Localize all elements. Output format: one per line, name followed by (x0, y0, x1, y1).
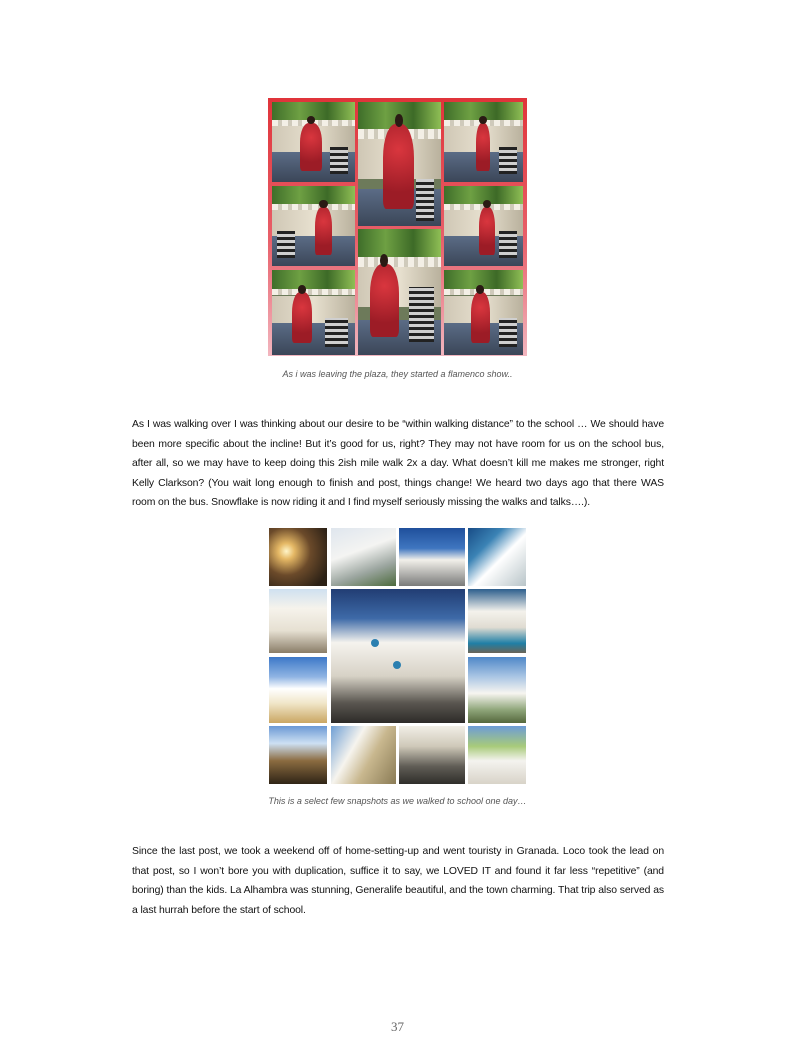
collage-photo (272, 270, 355, 355)
collage-photo (444, 270, 523, 355)
collage-photo (444, 102, 523, 182)
body-paragraph: Since the last post, we took a weekend off of home-setting-up and went touristy in Granada. Loco took the lead on that post, so I won’t bore you with duplication, suffice it to say, we LOVED IT and found it far less “repetitive” (and boring) than the kids. La Alhambra was stunning, Generalife beautiful, and the town charming. That trip also served as a last hurrah before the start of school. (132, 846, 664, 916)
collage-photo (272, 102, 355, 182)
collage-photo (468, 528, 526, 586)
page-number: 37 (391, 1019, 404, 1034)
collage-photo (272, 186, 355, 266)
collage-photo (399, 726, 465, 784)
collage-photo (331, 726, 396, 784)
collage-photo (269, 657, 327, 723)
collage-photo (331, 589, 465, 723)
collage-photo (269, 726, 327, 784)
collage-photo (331, 528, 396, 586)
collage-photo (358, 102, 441, 226)
collage-photo (468, 726, 526, 784)
collage-photo (269, 589, 327, 653)
figure-caption: As i was leaving the plaza, they started a flamenco show.. (282, 369, 513, 379)
flamenco-photo-collage (268, 98, 527, 356)
collage-photo (269, 528, 327, 586)
body-paragraph: As I was walking over I was thinking about our desire to be “within walking distance” to the school … We should have been more specific about the incline! But it’s good for us, right? They may not have room for us on the school bus, after all, so we may have to keep doing this 2ish mile walk 2x a day. What doesn’t kill me makes me stronger, right Kelly Clarkson? (You wait long enough to finish and post, things change! We heard two days ago that there WAS room on the bus. Snowflake is now riding it and I find myself seriously missing the walks and talks….). (132, 419, 664, 509)
collage-photo (468, 589, 526, 653)
figure-caption: This is a select few snapshots as we walked to school one day… (268, 796, 527, 806)
collage-photo (399, 528, 465, 586)
collage-photo (468, 657, 526, 723)
collage-photo (444, 186, 523, 266)
collage-photo (358, 229, 441, 355)
village-photo-collage (269, 528, 526, 784)
